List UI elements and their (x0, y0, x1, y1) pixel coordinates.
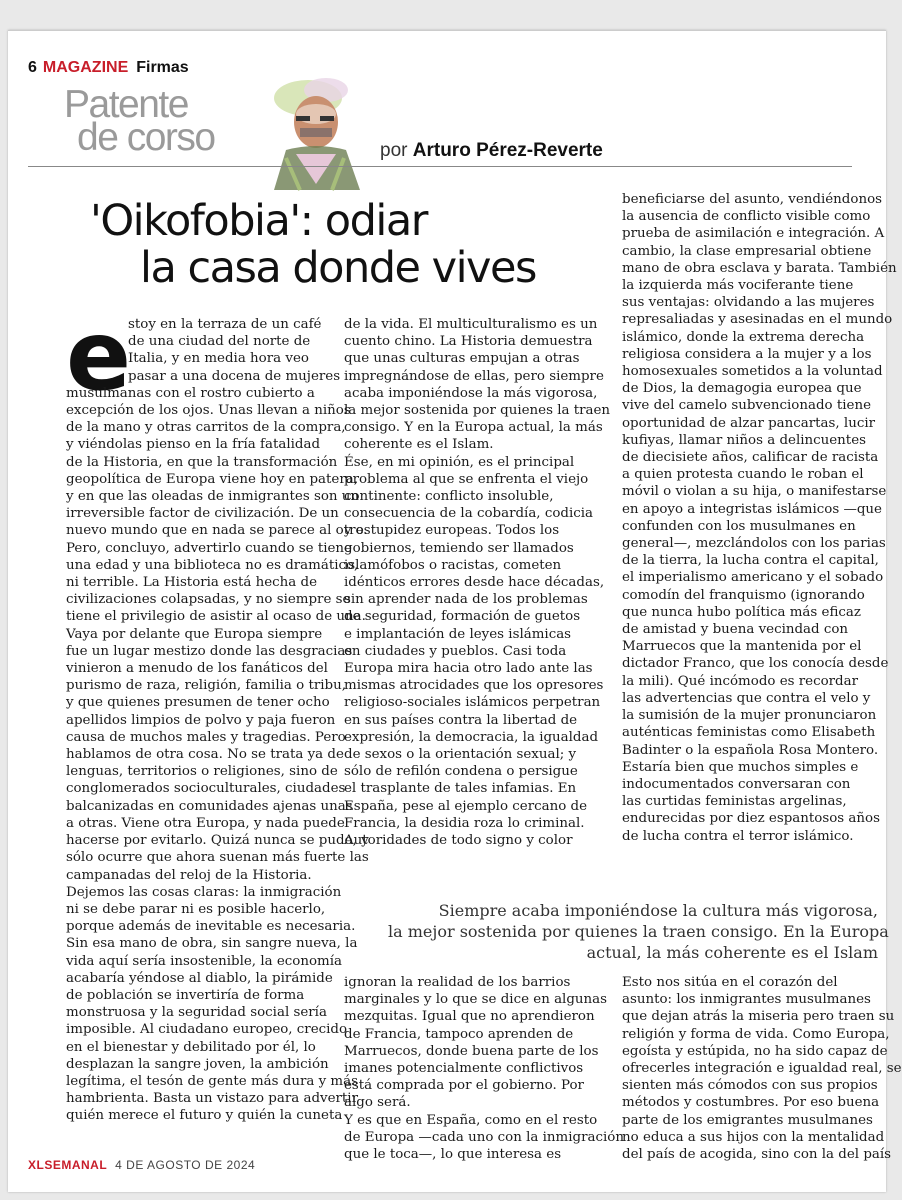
pull-quote-line-3: actual, la más coherente es el Islam (586, 943, 878, 962)
text-line: asunto: los inmigrantes musulmanes (622, 992, 871, 1008)
text-line: islamófobos o racistas, cometen (344, 557, 562, 573)
text-line: que le toca—, lo que interesa es (344, 1147, 562, 1163)
text-line: Pero, concluyo, advertirlo cuando se tiene (66, 540, 352, 556)
text-line: ni se debe parar ni es posible hacerlo, (66, 901, 326, 917)
text-line: religiosa considera a la mujer y a los (622, 346, 872, 362)
text-line: tiene el privilegio de asistir al ocaso de una. (66, 609, 366, 625)
text-line: irreversible factor de civilización. De un (66, 506, 339, 522)
publication-name: XLSEMANAL (28, 1158, 108, 1172)
text-line: de población se invertiría de forma (66, 987, 305, 1003)
text-line: de la tierra, la lucha contra el capital, (622, 553, 879, 569)
text-line: fue un lugar mestizo donde las desgracias (66, 643, 353, 659)
text-line: represaliadas y asesinadas en el mundo (622, 312, 893, 328)
top-edge-line (8, 30, 886, 31)
page-number: 6 (28, 59, 37, 76)
text-line: de una ciudad del norte de (128, 334, 311, 350)
text-line: España, pese al ejemplo cercano de (344, 798, 588, 814)
text-line: e implantación de leyes islámicas (344, 626, 572, 642)
text-line: sienten más cómodos con sus propios (622, 1078, 878, 1094)
text-line: monstruosa y la seguridad social sería (66, 1005, 327, 1021)
drop-cap: e (66, 300, 132, 412)
text-line: y viéndolas pienso en la fría fatalidad (66, 437, 321, 453)
text-line: Europa mira hacia otro lado ante las (344, 661, 593, 677)
header-rule (28, 166, 852, 167)
text-line: imanes potencialmente conflictivos (344, 1061, 584, 1077)
text-line: causa de muchos males y tragedias. Pero (66, 729, 346, 745)
text-line: métodos y costumbres. Por eso buena (622, 1095, 880, 1111)
text-line: civilizaciones colapsadas, y no siempre se (66, 592, 351, 608)
text-line: y que quienes presumen de tener ocho (66, 695, 330, 711)
text-line: la mejor sostenida por quienes la traen (344, 403, 611, 419)
text-line: vida aquí sería insostenible, la economía (66, 953, 342, 969)
title-line-2: la casa donde vives (140, 243, 536, 293)
text-line: endurecidas por diez espantosos años (622, 811, 880, 827)
text-line: una edad y una biblioteca no es dramático, (66, 557, 359, 573)
text-line: confunden con los musulmanes en (622, 518, 856, 534)
text-line: ofrecerles integración e igualdad real, se (622, 1061, 902, 1077)
text-line: stoy en la terraza de un café (128, 317, 322, 332)
text-line: Y es que en España, como en el resto (344, 1112, 598, 1128)
text-line: campanadas del reloj de la Historia. (66, 867, 312, 883)
text-line: de lucha contra el terror islámico. (622, 828, 854, 844)
text-line: islámico, donde la extrema derecha (622, 329, 865, 345)
pull-quote-line-1: Siempre acaba imponiéndose la cultura más vigorosa, (438, 901, 878, 920)
text-line: acabaría yéndose al diablo, la pirámide (66, 970, 333, 986)
text-line: auténticas feministas como Elisabeth (622, 725, 876, 741)
text-line: excepción de los ojos. Unas llevan a niños (66, 403, 351, 419)
text-line: pasar a una docena de mujeres (128, 368, 341, 384)
text-line: de diecisiete años, calificar de racista (622, 450, 879, 466)
pull-quote-line-2: la mejor sostenida por quienes la traen consigo. En la Europa (388, 922, 889, 941)
text-line: de Dios, la demagogia europea que (622, 381, 862, 397)
text-line: balcanizadas en comunidades ajenas unas (66, 798, 353, 814)
text-line: Autoridades de todo signo y color (344, 833, 573, 849)
text-line: las curtidas feministas argelinas, (622, 794, 847, 810)
text-line: de la mano y otras carritos de la compra, (66, 420, 346, 436)
text-line: lenguas, territorios o religiones, sino de (66, 764, 338, 780)
column-name-line1: Patente (64, 83, 188, 126)
text-line: imposible. Al ciudadano europeo, crecido (66, 1022, 348, 1038)
column-name-line2: de corso (77, 116, 215, 159)
text-line: y en que las oleadas de inmigrantes son un (66, 489, 360, 505)
text-line: a quien protesta cuando le roban el (622, 467, 864, 483)
body-column-2 (344, 316, 614, 849)
title-line-1: 'Oikofobia': odiar (90, 196, 427, 246)
text-line: continente: conflicto insoluble, (344, 489, 554, 505)
section-name: MAGAZINE (42, 59, 129, 76)
text-line: problema al que se enfrenta el viejo (344, 471, 589, 487)
text-line: beneficiarse del asunto, vendiéndonos (622, 192, 882, 207)
text-line: y estupidez europeas. Todos los (344, 523, 560, 539)
text-line: de seguridad, formación de guetos (344, 609, 581, 625)
text-line: hacerse por evitarlo. Quizá nunca se pudo, y (66, 833, 369, 849)
text-line: gobiernos, temiendo ser llamados (344, 540, 574, 556)
page-footer (28, 1158, 255, 1172)
text-line: hablamos de otra cosa. No se trata ya de (66, 747, 344, 763)
text-line: marginales y lo que se dice en algunas (344, 992, 608, 1008)
text-line: Francia, la desidia roza lo criminal. (344, 815, 585, 831)
text-line: kufiyas, llamar niños a delincuentes (622, 432, 866, 448)
text-line: en apoyo a integristas islámicos —que (622, 501, 882, 517)
text-line: la mili). Qué incómodo es recordar (622, 673, 859, 689)
text-line: parte de los emigrantes musulmanes (622, 1112, 873, 1128)
text-line: hambrienta. Basta un vistazo para advertir (66, 1091, 358, 1107)
text-line: prueba de asimilación e integración. A (622, 226, 885, 242)
text-line: las advertencias que contra el velo y (622, 690, 871, 706)
text-line: en ciudades y pueblos. Casi toda (344, 643, 567, 659)
text-line: nuevo mundo que en nada se parece al otro. (66, 523, 368, 539)
text-line: Esto nos sitúa en el corazón del (622, 975, 838, 990)
text-line: comodín del franquismo (ignorando (622, 587, 865, 603)
text-line: no educa a sus hijos con la mentalidad (622, 1129, 885, 1145)
text-line: cuento chino. La Historia demuestra (344, 334, 593, 350)
text-line: musulmanas con el rostro cubierto a (66, 385, 315, 401)
text-line: sólo de refilón condena o persigue (344, 764, 578, 780)
text-line: general—, mezclándolos con los parias (622, 536, 886, 552)
body-column-2-continued (344, 974, 624, 1163)
text-line: de sexos o la orientación sexual; y (344, 747, 577, 763)
text-line: la izquierda más vociferante tiene (622, 278, 854, 294)
text-line: ignoran la realidad de los barrios (344, 975, 571, 990)
text-line: Badinter o la española Rosa Montero. (622, 742, 879, 758)
text-line: Marruecos que la mantenida por el (622, 639, 862, 655)
text-line: de la Historia, en que la transformación (66, 454, 338, 470)
text-line: vive del camelo subvencionado tiene (622, 398, 871, 414)
text-line: de la vida. El multiculturalismo es un (344, 317, 598, 332)
text-line: oportunidad de alzar pancartas, lucir (622, 415, 876, 431)
text-line: la ausencia de conflicto visible como (622, 209, 871, 225)
text-line: purismo de raza, religión, familia o tribu, (66, 678, 346, 694)
body-column-3 (622, 191, 897, 845)
text-line: expresión, la democracia, la igualdad (344, 729, 599, 745)
text-line: mismas atrocidades que los opresores (344, 678, 604, 694)
text-line: sus ventajas: olvidando a las mujeres (622, 295, 875, 311)
text-line: coherente es el Islam. (344, 437, 494, 453)
text-line: religioso-sociales islámicos perpetran (344, 695, 601, 711)
author-name: Arturo Pérez-Reverte (412, 140, 603, 161)
text-line: consecuencia de la cobardía, codicia (344, 506, 594, 522)
text-line: que nunca hubo política más eficaz (622, 604, 861, 620)
text-line: a otras. Viene otra Europa, y nada puede (66, 815, 345, 831)
author-portrait-illustration (256, 58, 376, 190)
text-line: el imperialismo americano y el sobado (622, 570, 884, 586)
text-line: el trasplante de tales infamias. En (344, 781, 577, 797)
publication-date: 4 DE AGOSTO DE 2024 (115, 1158, 256, 1172)
text-line: geopolítica de Europa viene hoy en patera, (66, 471, 358, 487)
text-line: indocumentados conversaran con (622, 776, 851, 792)
text-line: sólo ocurre que ahora suenan más fuerte las (66, 850, 369, 866)
body-column-1 (66, 300, 369, 1125)
body-column-3-continued (622, 974, 902, 1163)
magazine-page (8, 30, 902, 1192)
text-line: mano de obra esclava y barata. También (622, 260, 897, 276)
text-line: que unas culturas empujan a otras (344, 351, 580, 367)
text-line: en sus países contra la libertad de (344, 712, 578, 728)
pull-quote (388, 900, 889, 963)
byline (380, 140, 603, 162)
text-line: está comprada por el gobierno. Por (344, 1078, 584, 1094)
text-line: quién merece el futuro y quién la cuneta (66, 1108, 343, 1124)
text-line: conglomerados socioculturales, ciudades (66, 781, 346, 797)
text-line: vinieron a menudo de los fanáticos del (66, 661, 328, 677)
text-line: Sin esa mano de obra, sin sangre nueva, la (66, 936, 358, 952)
text-line: Estaría bien que muchos simples e (622, 759, 859, 775)
text-line: móvil o violan a su hija, o manifestarse (622, 484, 887, 500)
column-name (64, 83, 215, 159)
text-line: de Europa —cada uno con la inmigración (344, 1129, 624, 1145)
text-line: ni terrible. La Historia está hecha de (66, 575, 318, 591)
text-line: en el bienestar y debilitado por él, lo (66, 1039, 316, 1055)
text-line: egoísta y estúpida, no ha sido capaz de (622, 1043, 888, 1059)
article-title (90, 198, 590, 292)
text-line: idénticos errores desde hace décadas, (344, 575, 605, 591)
text-line: desplazan la sangre joven, la ambición (66, 1056, 329, 1072)
text-line: del país de acogida, sino con la del país (622, 1147, 892, 1163)
section-header (28, 59, 189, 77)
subsection-name: Firmas (136, 59, 189, 76)
text-line: homosexuales sometidos a la voluntad (622, 364, 883, 380)
text-line: dictador Franco, que los conocía desde (622, 656, 889, 672)
text-line: impregnándose de ellas, pero siempre (344, 368, 604, 384)
text-line: sin aprender nada de los problemas (344, 592, 588, 608)
text-line: Marruecos, donde buena parte de los (344, 1043, 599, 1059)
text-line: Italia, y en media hora veo (128, 351, 309, 367)
text-line: la sumisión de la mujer pronunciaron (622, 708, 877, 724)
byline-prefix: por (380, 140, 408, 161)
text-line: Dejemos las cosas claras: la inmigración (66, 884, 342, 900)
text-line: mezquitas. Igual que no aprendieron (344, 1009, 595, 1025)
text-line: que dejan atrás la miseria pero traen su (622, 1009, 895, 1025)
text-line: Vaya por delante que Europa siempre (66, 626, 323, 642)
text-line: legítima, el tesón de gente más dura y más (66, 1073, 358, 1089)
text-line: de amistad y buena vecindad con (622, 622, 849, 638)
text-line: algo será. (344, 1095, 411, 1111)
text-line: Ése, en mi opinión, es el principal (344, 454, 575, 470)
text-line: acaba imponiéndose la más vigorosa, (344, 385, 598, 401)
text-line: consigo. Y en la Europa actual, la más (344, 420, 603, 436)
text-line: de Francia, tampoco aprenden de (344, 1026, 574, 1042)
text-line: porque además de inevitable es necesaria. (66, 919, 356, 935)
text-line: cambio, la clase empresarial obtiene (622, 243, 872, 259)
text-line: apellidos limpios de polvo y paja fueron (66, 712, 336, 728)
text-line: religión y forma de vida. Como Europa, (622, 1026, 890, 1042)
